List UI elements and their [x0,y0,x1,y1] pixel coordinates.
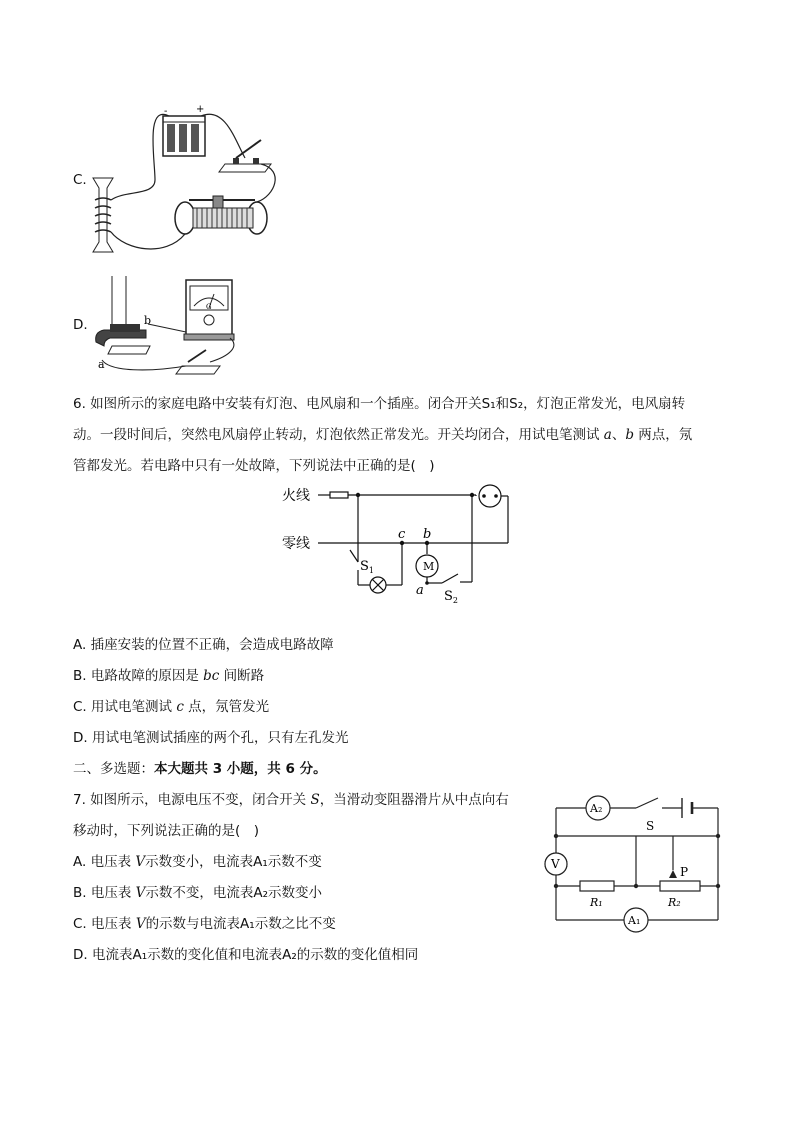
ammeter-a1-label: A₁ [628,914,641,927]
q7-option-b-var: V [135,885,146,901]
neutral-wire-label: 零线 [282,536,310,552]
q6-option-c-text: C. 用试电笔测试 [73,699,177,715]
point-b-label: b [423,527,432,542]
section2-heading-prefix: 二、多选题： [73,761,154,777]
q5-option-c-label[interactable]: C. [73,172,87,188]
fuse-icon [330,492,348,498]
q6-stem-line1: 6. 如图所示的家庭电路中安装有灯泡、电风扇和一个插座。闭合开关S₁和S₂，灯泡正常发光，电风扇转 [73,396,686,412]
q6-stem-line3: 管都发光。若电路中只有一处故障，下列说法中正确的是( ) [73,458,435,474]
q7-option-a-text: A. 电压表 [73,854,136,870]
q6-line2-end: 两点，氖 [634,427,693,443]
voltmeter-label: V [551,857,560,871]
q6-option-b[interactable] [73,666,264,686]
q7-stem-line2: 移动时，下列说法正确的是( ) [73,823,260,839]
rheostat-icon [175,196,267,234]
q7-option-a[interactable] [73,852,322,872]
q7-option-c[interactable] [73,914,336,934]
live-wire-label: 火线 [282,488,310,504]
switch-s1-label: $S_1$ [360,559,374,575]
q6-option-c[interactable] [73,697,269,717]
ammeter-a2-label: A₂ [590,802,603,815]
battery-minus-label: - [164,106,168,117]
point-a-label: a [416,583,424,598]
q6-option-d[interactable]: D. 用试电笔测试插座的两个孔，只有左孔发光 [73,730,349,746]
q6-var-a: a [603,427,612,443]
point-c-label: c [398,527,406,542]
q6-line2-sep: 、 [611,427,626,443]
q7-option-c-text: C. 电压表 [73,916,136,932]
q7-circuit-diagram [540,790,730,936]
q6-option-c-var: c [176,699,184,715]
battery-icon [163,104,205,156]
q7-option-b[interactable] [73,883,322,903]
q6-stem-line2 [73,425,692,445]
slider-p-label: P [680,865,689,879]
resistor-r2-label: R₂ [668,896,681,909]
switch-s-label: S [646,819,655,833]
q7-option-d[interactable]: D. 电流表A₁示数的变化值和电流表A₂的示数的变化值相同 [73,947,419,963]
point-b-label: b [144,314,152,327]
switch-icon [176,350,220,374]
q6-line2-text: 动。一段时间后，突然电风扇停止转动，灯泡依然正常发光。开关均闭合，用试电笔测试 [73,427,604,443]
q5-figure-d [90,276,250,376]
q7-stem-line1 [73,790,509,810]
galvanometer-icon [184,280,234,340]
q6-option-b-text: B. 电路故障的原因是 [73,668,204,684]
galvanometer-label: G [206,303,212,311]
q6-circuit-diagram [280,482,520,604]
q7-option-a-var: V [135,854,146,870]
q7-option-c-end: 的示数与电流表A₁示数之比不变 [145,916,336,932]
q7-line1-text: 7. 如图所示，电源电压不变，闭合开关 [73,792,311,808]
knife-switch-icon [219,140,271,172]
electromagnet-icon [93,178,113,252]
q7-option-b-end: 示数不变，电流表A₂示数变小 [145,885,323,901]
q5-option-d-label[interactable]: D. [73,317,88,333]
q6-option-c-end: 点，氖管发光 [183,699,270,715]
point-a-label: a [98,358,105,371]
resistor-r1-label: R₁ [590,896,603,909]
q7-var-s: S [310,792,320,808]
q7-line1-end: ，当滑动变阻器滑片从中点向右 [319,792,509,808]
switch-s2-label: $S_2$ [444,589,458,604]
magnet-icon [96,276,151,371]
q6-option-a[interactable]: A. 插座安装的位置不正确，会造成电路故障 [73,637,334,653]
q7-option-b-text: B. 电压表 [73,885,136,901]
q6-option-b-end: 间断路 [219,668,265,684]
battery-plus-label: + [196,104,205,115]
q6-option-b-var: bc [203,668,220,684]
q6-var-b: b [625,427,635,443]
q5-figure-c [85,100,285,258]
section2-heading-bold: 本大题共 3 小题，共 6 分。 [154,761,327,777]
section2-heading [73,759,327,779]
motor-label: M [423,560,435,573]
q7-option-a-end: 示数变小，电流表A₁示数不变 [145,854,322,870]
q7-option-c-var: V [135,916,146,932]
